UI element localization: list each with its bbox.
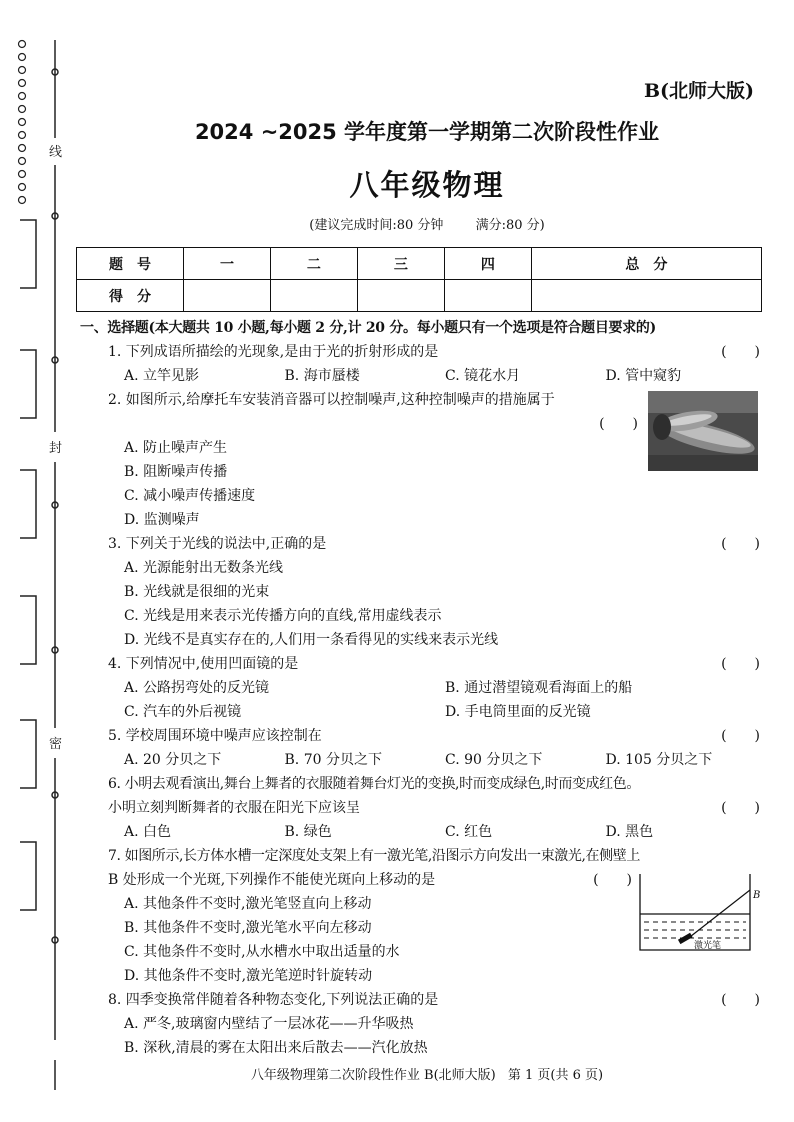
question-7-stem — [80, 844, 766, 868]
answer-bracket[interactable]: ( ) — [721, 344, 760, 360]
question-text: 3. 下列关于光线的说法中,正确的是 — [108, 536, 327, 552]
time-info — [70, 214, 784, 233]
question-4-stem — [80, 652, 766, 676]
answer-bracket[interactable]: ( ) — [599, 416, 638, 432]
option-d[interactable]: D. 监测噪声 — [124, 512, 200, 528]
option-b[interactable]: B. 深秋,清晨的雾在太阳出来后散去——汽化放热 — [124, 1040, 428, 1056]
score-cell[interactable] — [270, 280, 357, 312]
header-cell: 四 — [444, 248, 531, 280]
question-3-stem — [80, 532, 766, 556]
answer-bracket[interactable]: ( ) — [721, 800, 760, 816]
option-a[interactable]: A. 公路拐弯处的反光镜 — [124, 680, 270, 696]
option-c[interactable]: C. 光线是用来表示光传播方向的直线,常用虚线表示 — [124, 608, 442, 624]
question-1-options — [80, 364, 766, 388]
question-text: 5. 学校周围环境中噪声应该控制在 — [108, 728, 322, 744]
score-cell[interactable] — [184, 280, 271, 312]
margin-label-secret: 密 — [49, 737, 63, 752]
option-a[interactable]: A. 防止噪声产生 — [124, 440, 228, 456]
score-label-cell: 得 分 — [77, 280, 184, 312]
option-a[interactable]: A. 光源能射出无数条光线 — [124, 560, 284, 576]
option-a[interactable]: A. 20 分贝之下 — [124, 752, 222, 768]
score-cell[interactable] — [444, 280, 531, 312]
full-score: 满分:80 分) — [475, 218, 545, 233]
option-c[interactable]: C. 减小噪声传播速度 — [124, 488, 256, 504]
score-table — [76, 247, 762, 312]
option-d[interactable]: D. 管中窥豹 — [605, 368, 682, 384]
option-c[interactable]: C. 镜花水月 — [445, 368, 521, 384]
header-cell: 总 分 — [531, 248, 761, 280]
question-5-stem — [80, 724, 766, 748]
suggested-time: (建议完成时间:80 分钟 — [309, 218, 444, 233]
score-table-score-row — [77, 280, 762, 312]
option-d[interactable]: D. 光线不是真实存在的,人们用一条看得见的实线来表示光线 — [124, 632, 499, 648]
option-d[interactable]: D. 手电筒里面的反光镜 — [445, 704, 591, 720]
option-c[interactable]: C. 其他条件不变时,从水槽水中取出适量的水 — [124, 944, 400, 960]
option-a[interactable]: A. 严冬,玻璃窗内壁结了一层冰花——升华吸热 — [124, 1016, 414, 1032]
question-4-options-cd — [80, 700, 766, 724]
binding-margin — [0, 0, 70, 1122]
page-footer — [70, 1064, 784, 1083]
option-c[interactable]: C. 90 分贝之下 — [445, 752, 543, 768]
question-text: 6. 小明去观看演出,舞台上舞者的衣服随着舞台灯光的变换,时而变成绿色,时而变成红色。 — [108, 776, 640, 792]
margin-label-line: 线 — [49, 145, 63, 160]
question-4-options-ab — [80, 676, 766, 700]
question-text: B 处形成一个光斑,下列操作不能使光斑向上移动的是 — [108, 872, 436, 888]
question-text: 2. 如图所示,给摩托车安装消音器可以控制噪声,这种控制噪声的措施属于 — [108, 392, 555, 408]
option-a[interactable]: A. 其他条件不变时,激光笔竖直向上移动 — [124, 896, 372, 912]
option-a[interactable]: A. 白色 — [124, 824, 172, 840]
question-6-stem — [80, 772, 766, 796]
answer-bracket[interactable]: ( ) — [593, 872, 632, 888]
section-heading: 一、选择题(本大题共 10 小题,每小题 2 分,计 20 分。每小题只有一个选项是符合题目要求的) — [80, 320, 656, 336]
option-a[interactable]: A. 立竿见影 — [124, 368, 200, 384]
option-b[interactable]: B. 通过潜望镜观看海面上的船 — [445, 680, 633, 696]
question-text: 小明立刻判断舞者的衣服在阳光下应该呈 — [108, 800, 360, 816]
question-8-stem — [80, 988, 766, 1012]
answer-bracket[interactable]: ( ) — [721, 536, 760, 552]
muffler-photo — [648, 391, 758, 471]
page-number: 第 1 页(共 6 页) — [507, 1068, 604, 1083]
question-6-options — [80, 820, 766, 844]
option-d[interactable]: D. 其他条件不变时,激光笔逆时针旋转动 — [124, 968, 373, 984]
question-text: 8. 四季变换常伴随着各种物态变化,下列说法正确的是 — [108, 992, 439, 1008]
question-text: 4. 下列情况中,使用凹面镜的是 — [108, 656, 299, 672]
laser-pointer-label: 激光笔 — [694, 941, 722, 951]
header-cell: 一 — [184, 248, 271, 280]
edition-label: B(北师大版) — [643, 80, 754, 102]
score-cell[interactable] — [531, 280, 761, 312]
water-tank-figure — [634, 870, 764, 958]
answer-bracket[interactable]: ( ) — [721, 656, 760, 672]
score-table-header-row — [77, 248, 762, 280]
question-text: 1. 下列成语所描绘的光现象,是由于光的折射形成的是 — [108, 344, 439, 360]
header-cell: 三 — [357, 248, 444, 280]
header-cell: 题 号 — [77, 248, 184, 280]
answer-bracket[interactable]: ( ) — [721, 728, 760, 744]
answer-bracket[interactable]: ( ) — [721, 992, 760, 1008]
footer-text: 八年级物理第二次阶段性作业 B(北师大版) — [250, 1068, 496, 1083]
option-c[interactable]: C. 汽车的外后视镜 — [124, 704, 242, 720]
option-b[interactable]: B. 绿色 — [284, 824, 332, 840]
option-b[interactable]: B. 其他条件不变时,激光笔水平向左移动 — [124, 920, 372, 936]
question-5-options — [80, 748, 766, 772]
option-d[interactable]: D. 105 分贝之下 — [605, 752, 713, 768]
option-b[interactable]: B. 70 分贝之下 — [284, 752, 382, 768]
margin-label-seal: 封 — [49, 441, 63, 456]
score-cell[interactable] — [357, 280, 444, 312]
option-d[interactable]: D. 黑色 — [605, 824, 654, 840]
option-b[interactable]: B. 阻断噪声传播 — [124, 464, 228, 480]
option-b[interactable]: B. 光线就是很细的光束 — [124, 584, 270, 600]
point-b-label: B — [753, 890, 761, 901]
subject-title: 八年级物理 — [349, 168, 505, 202]
question-6-stem-cont — [80, 796, 766, 820]
option-c[interactable]: C. 红色 — [445, 824, 493, 840]
page-title: 2024 ~2025 学年度第一学期第二次阶段性作业 — [194, 120, 660, 144]
question-1-stem — [80, 340, 766, 364]
header-cell: 二 — [270, 248, 357, 280]
question-text: 7. 如图所示,长方体水槽一定深度处支架上有一激光笔,沿图示方向发出一束激光,在侧壁上 — [108, 848, 640, 864]
option-b[interactable]: B. 海市蜃楼 — [284, 368, 360, 384]
